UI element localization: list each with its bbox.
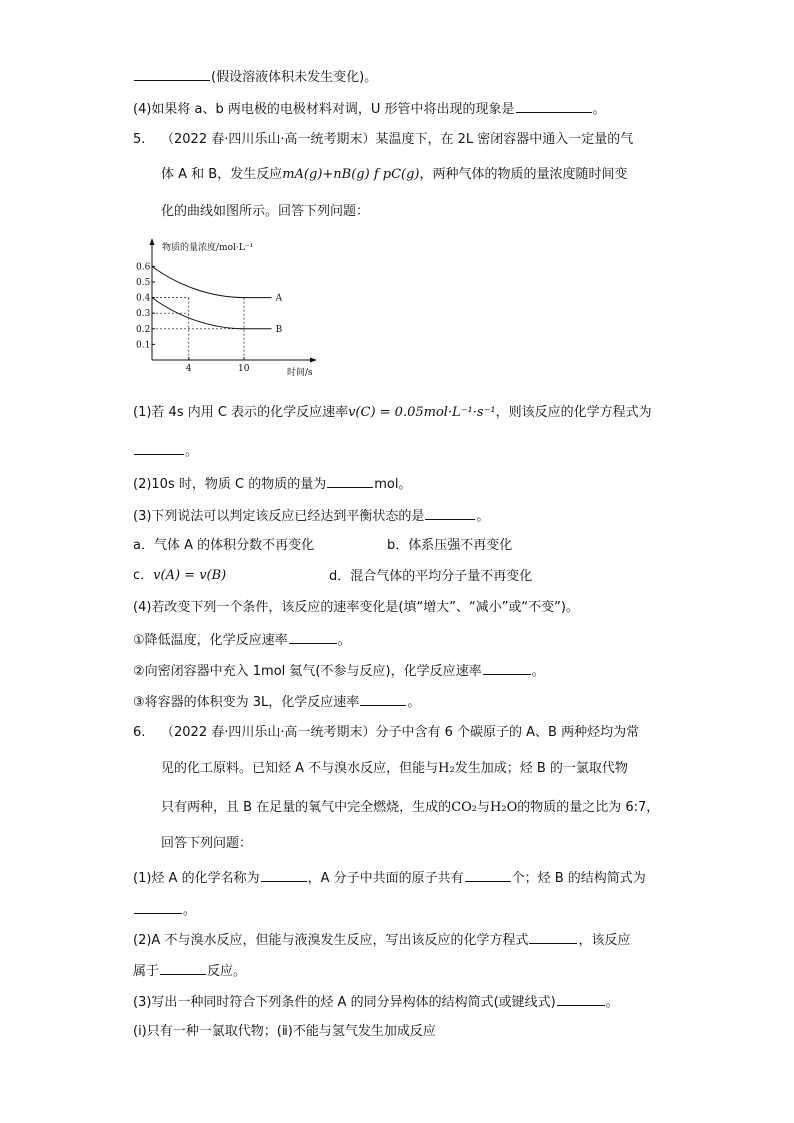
text-line: (ⅰ)只有一种一氯取代物；(ⅱ)不能与氢气发生加成反应: [133, 1024, 436, 1039]
text: (1)若 4s 内用 C 表示的化学反应速率: [133, 405, 349, 420]
concentration-time-chart: [135, 236, 335, 381]
text: ②向密闭容器中充入 1mol 氦气(不参与反应)，化学反应速率: [133, 664, 482, 679]
reaction-equation: mA(g)+nB(g) f pC(g): [282, 167, 420, 182]
y-tick-label: 0.1: [136, 340, 151, 351]
text-line: [133, 629, 351, 651]
question-source: （2022 春·四川乐山·高一统考期末）分子中含有 6 个碳原子的 A、B 两种烃均为常: [161, 725, 640, 740]
text-line: (4)若改变下列一个条件，该反应的速率变化是(填“增大”、“减小”或“不变”)。: [133, 600, 579, 615]
series-curves: [152, 266, 283, 334]
y-tick-label: 0.4: [136, 293, 151, 304]
text: 。: [337, 633, 351, 648]
rate-expression: v(C) = 0.05mol·L⁻¹·s⁻¹: [348, 405, 496, 420]
y-tick-label: 0.2: [136, 324, 151, 335]
text-line: [133, 660, 545, 682]
answer-blank[interactable]: [529, 929, 577, 944]
text: 体 A 和 B，发生反应: [161, 167, 283, 182]
text-line: [133, 66, 377, 88]
text-line: [133, 505, 489, 527]
text: ，A 分子中共面的原子共有: [307, 871, 464, 886]
answer-blank[interactable]: [134, 66, 210, 81]
answer-blank[interactable]: [483, 660, 531, 675]
text: 的物质的量之比为 6:7，: [517, 800, 660, 815]
text: (3)写出一种同时符合下列条件的烃 A 的同分异构体的结构简式(或键线式): [133, 995, 556, 1010]
series-label: B: [275, 324, 283, 335]
text: 。: [183, 903, 197, 918]
question-source: （2022 春·四川乐山·高一统考期末）某温度下，在 2L 密闭容器中通入一定量的气: [161, 132, 634, 147]
x-tick-label: 10: [238, 364, 250, 374]
text-line: 回答下列问题：: [161, 836, 253, 851]
text-line: [133, 929, 630, 951]
option-c: [133, 566, 226, 586]
answer-blank[interactable]: [465, 867, 511, 882]
text: 。: [476, 509, 490, 524]
text: (假设溶液体积未发生变化)。: [211, 70, 378, 85]
text: c．: [133, 568, 154, 583]
y-tick-label: 0.3: [136, 309, 151, 320]
text-line: [133, 691, 420, 713]
text-line: 化的曲线如图所示。回答下列问题：: [161, 204, 370, 219]
formula: H₂O: [490, 800, 518, 815]
answer-blank[interactable]: [134, 440, 184, 455]
text: 见的化工原料。已知烃 A 不与溴水反应，但能与: [161, 761, 439, 776]
text: 。: [185, 444, 199, 459]
text: 。: [407, 695, 421, 710]
text-line: [133, 867, 646, 889]
text-line: [133, 899, 196, 921]
answer-blank[interactable]: [425, 505, 475, 520]
text-line: [161, 759, 628, 779]
tick-group: [136, 262, 250, 374]
text: 只有两种，且 B 在足量的氧气中完全燃烧，生成的: [161, 800, 452, 815]
text: (4)如果将 a、b 两电极的电极材料对调，U 形管中将出现的现象是: [133, 102, 515, 117]
text: ①降低温度，化学反应速率: [133, 633, 288, 648]
text: 。: [531, 664, 545, 679]
rate-expression: v(A) = v(B): [153, 568, 227, 583]
formula: H₂: [438, 761, 455, 776]
text: (1)烃 A 的化学名称为: [133, 871, 260, 886]
text-line: [133, 440, 198, 462]
y-axis-label: 物质的量浓度/mol·L⁻¹: [162, 243, 254, 253]
text-line: [161, 165, 628, 185]
text: (2)10s 时，物质 C 的物质的量为: [133, 477, 327, 492]
series-line-A: [152, 266, 272, 297]
text: 与: [477, 800, 491, 815]
series-label: A: [275, 293, 283, 304]
text-line: [161, 798, 659, 818]
text: (2)A 不与溴水反应，但能与液溴发生反应，写出该反应的化学方程式: [133, 933, 529, 948]
y-tick-label: 0.5: [136, 278, 151, 288]
text-line: [133, 403, 652, 423]
text: 属于: [133, 964, 160, 979]
text-line: [133, 991, 619, 1013]
y-axis-arrow: [150, 238, 155, 245]
text-line: [133, 960, 246, 982]
y-tick-label: 0.6: [136, 262, 151, 273]
question-number: 6.: [133, 725, 146, 740]
answer-blank[interactable]: [327, 473, 373, 488]
text: (3)下列说法可以判定该反应已经达到平衡状态的是: [133, 509, 425, 524]
text: mol。: [374, 477, 412, 492]
answer-blank[interactable]: [360, 691, 406, 706]
text: ，两种气体的物质的量浓度随时间变: [419, 167, 628, 182]
text: 发生加成；烃 B 的一氯取代物: [454, 761, 628, 776]
text: 。: [605, 995, 619, 1010]
answer-blank[interactable]: [289, 629, 337, 644]
text: ③将容器的体积变为 3L，化学反应速率: [133, 695, 360, 710]
x-axis-label: 时间/s: [287, 368, 313, 378]
answer-blank[interactable]: [160, 960, 206, 975]
answer-blank[interactable]: [516, 98, 592, 113]
text: 个；烃 B 的结构简式为: [511, 871, 646, 886]
option-a: a．气体 A 的体积分数不再变化: [133, 538, 315, 553]
text-line: [133, 98, 606, 120]
text: 反应。: [207, 964, 247, 979]
answer-blank[interactable]: [557, 991, 605, 1006]
question-number: 5.: [133, 132, 146, 147]
option-b: b．体系压强不再变化: [387, 538, 513, 553]
answer-blank[interactable]: [134, 899, 182, 914]
text: 。: [592, 102, 606, 117]
text: ，则该反应的化学方程式为: [495, 405, 652, 420]
text-line: [133, 473, 411, 495]
answer-blank[interactable]: [261, 867, 307, 882]
option-d: d．混合气体的平均分子量不再变化: [329, 569, 533, 584]
formula: CO₂: [451, 800, 478, 815]
x-axis-arrow: [310, 358, 317, 363]
text: ，该反应: [578, 933, 631, 948]
x-tick-label: 4: [185, 364, 192, 374]
